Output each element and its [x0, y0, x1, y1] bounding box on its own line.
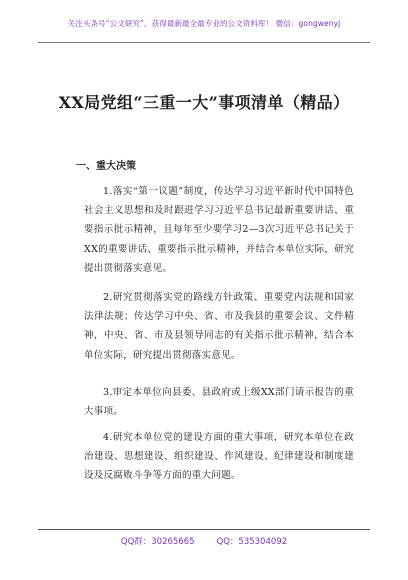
footer-qq: QQ：535304092: [216, 537, 288, 547]
paragraph-4: 4.研究本单位党的建设方面的重大事项，研究本单位在政治建设、思想建设、组织建设、作风建设、纪律建设和制度建设及反腐败斗争等方面的重大问题。: [84, 432, 354, 482]
footer-divider: [38, 529, 370, 530]
header-banner: 关注头条号“公文研究”，获得最新最全最专业的公文资料库！ 微信：gongwenyj: [67, 19, 341, 28]
footer-qq-group: QQ群：30265665: [120, 537, 195, 547]
section-heading-major-decisions: 一、重大决策: [76, 161, 136, 172]
paragraph-3: 3.审定本单位向县委、县政府或上级XX部门请示报告的重大事项。: [84, 387, 354, 418]
paragraph-1: 1.落实“第一议题”制度，传达学习习近平新时代中国特色社会主义思想和及时跟进学习习近平总书记最新重要讲话、重要指示批示精神，且每年至少要学习2—3次习近平总书记关于XX的重要讲话、重要指示批示精神，并结合本单位实际，研究提出贯彻落实意见。: [84, 186, 354, 274]
paragraph-2: 2.研究贯彻落实党的路线方针政策、重要党内法规和国家法律法规；传达学习中央、省、市及我县的重要会议、文件精神，中央、省、市及县领导同志的有关指示批示精神，结合本单位实际，研究提出贯彻落实意见。: [84, 292, 354, 361]
footer-contact: [0, 535, 408, 547]
header-divider: [38, 42, 370, 43]
document-title: XX局党组“三重一大”事项清单（精品）: [58, 93, 350, 112]
